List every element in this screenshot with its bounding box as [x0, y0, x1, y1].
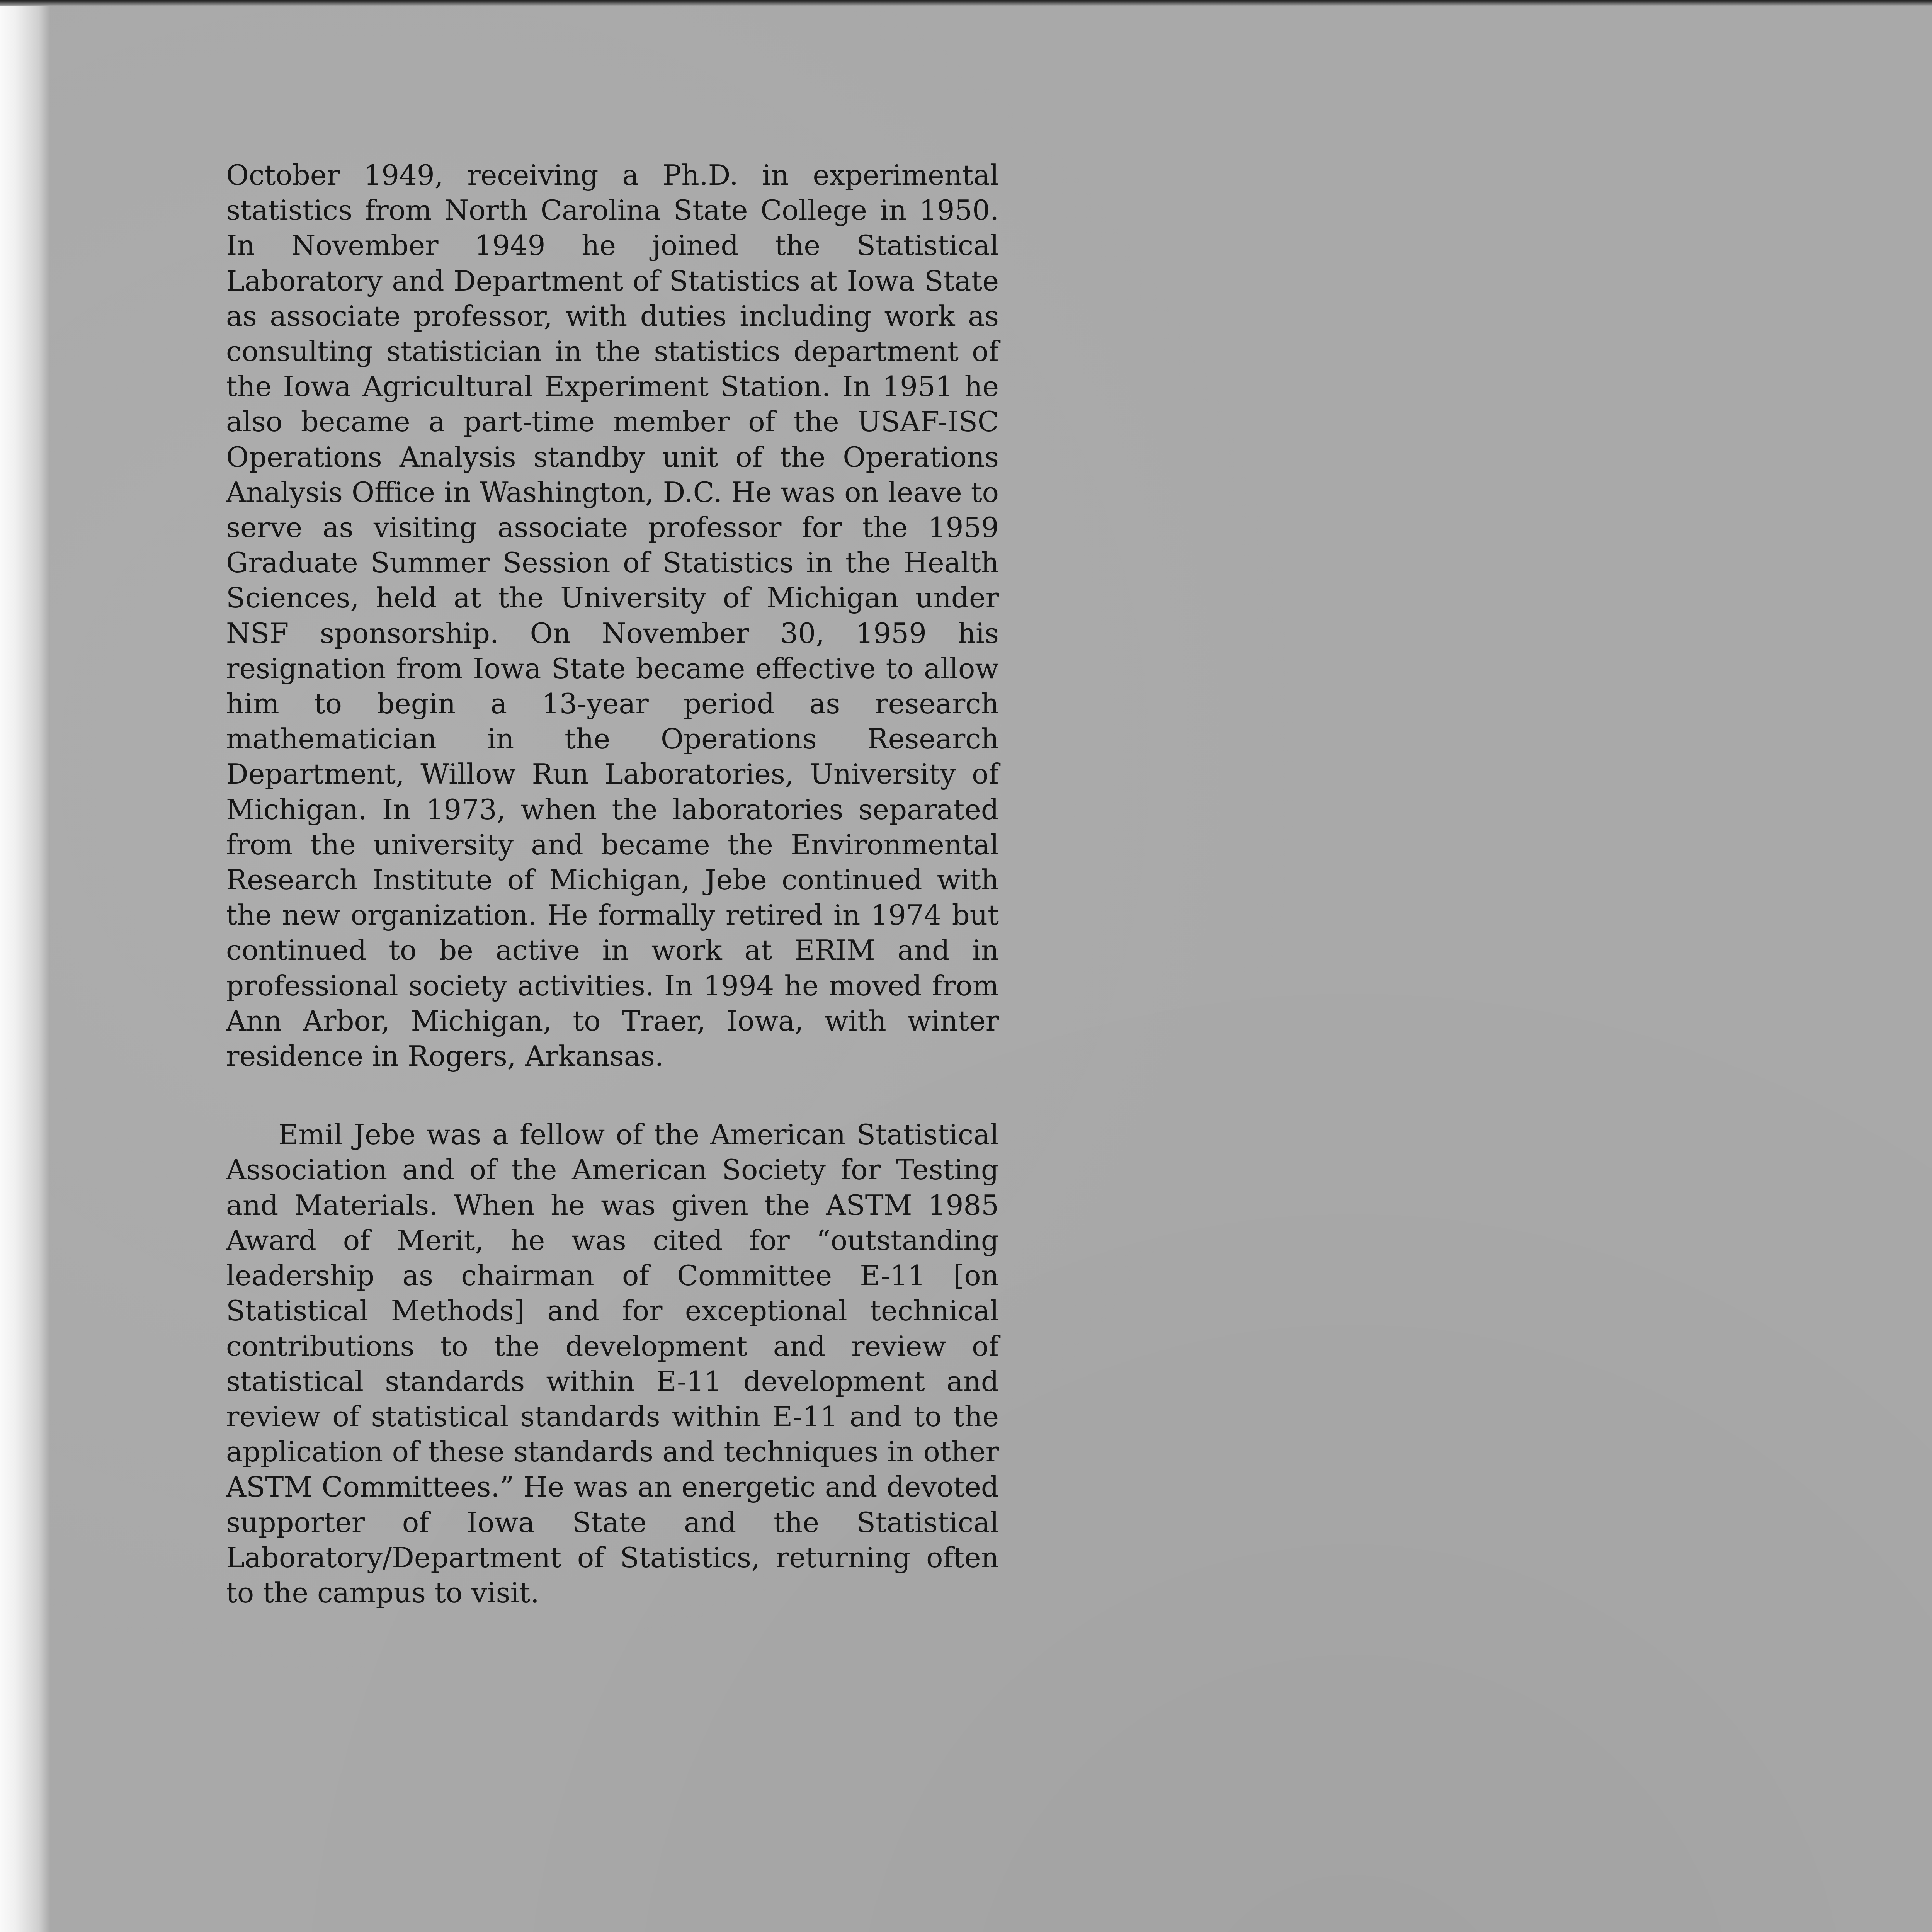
page-top-edge: [0, 0, 1932, 6]
page-left-edge: [0, 0, 50, 1932]
biography-paragraph-2: Emil Jebe was a fellow of the American Statistical Association and of the American Society for Testing and Materials. When he was given the ASTM 1985 Award of Merit, he was cited for “outstanding leadership as chairman of Committee E-11 [on Statistical Methods] and for exceptional technical contributions to the development and review of statistical standards within E-11 development and review of statistical standards within E-11 and to the application of these standards and techniques in other ASTM Committees.” He was an energetic and devoted supporter of Iowa State and the Statistical Laboratory/Department of Statistics, returning often to the campus to visit.: [226, 1118, 999, 1609]
biography-paragraph-1: October 1949, receiving a Ph.D. in experimental statistics from North Carolina State College in 1950. In November 1949 he joined the Statistical Laboratory and Department of Statistics at Iowa State as associate professor, with duties including work as consulting statistician in the statistics department of the Iowa Agricultural Experiment Station. In 1951 he also became a part-time member of the USAF-ISC Operations Analysis standby unit of the Operations Analysis Office in Washington, D.C. He was on leave to serve as visiting associate professor for the 1959 Graduate Summer Session of Statistics in the Health Sciences, held at the University of Michigan under NSF sponsorship. On November 30, 1959 his resignation from Iowa State became effective to allow him to begin a 13-year period as research mathematician in the Operations Research Department, Willow Run Laboratories, University of Michigan. In 1973, when the laboratories separated from the university and became the Environmental Research Institute of Michigan, Jebe continued with the new organization. He formally retired in 1974 but continued to be active in work at ERIM and in professional society activities. In 1994 he moved from Ann Arbor, Michigan, to Traer, Iowa, with winter residence in Rogers, Arkansas.: [226, 159, 999, 1073]
biography-text: [226, 158, 999, 1611]
